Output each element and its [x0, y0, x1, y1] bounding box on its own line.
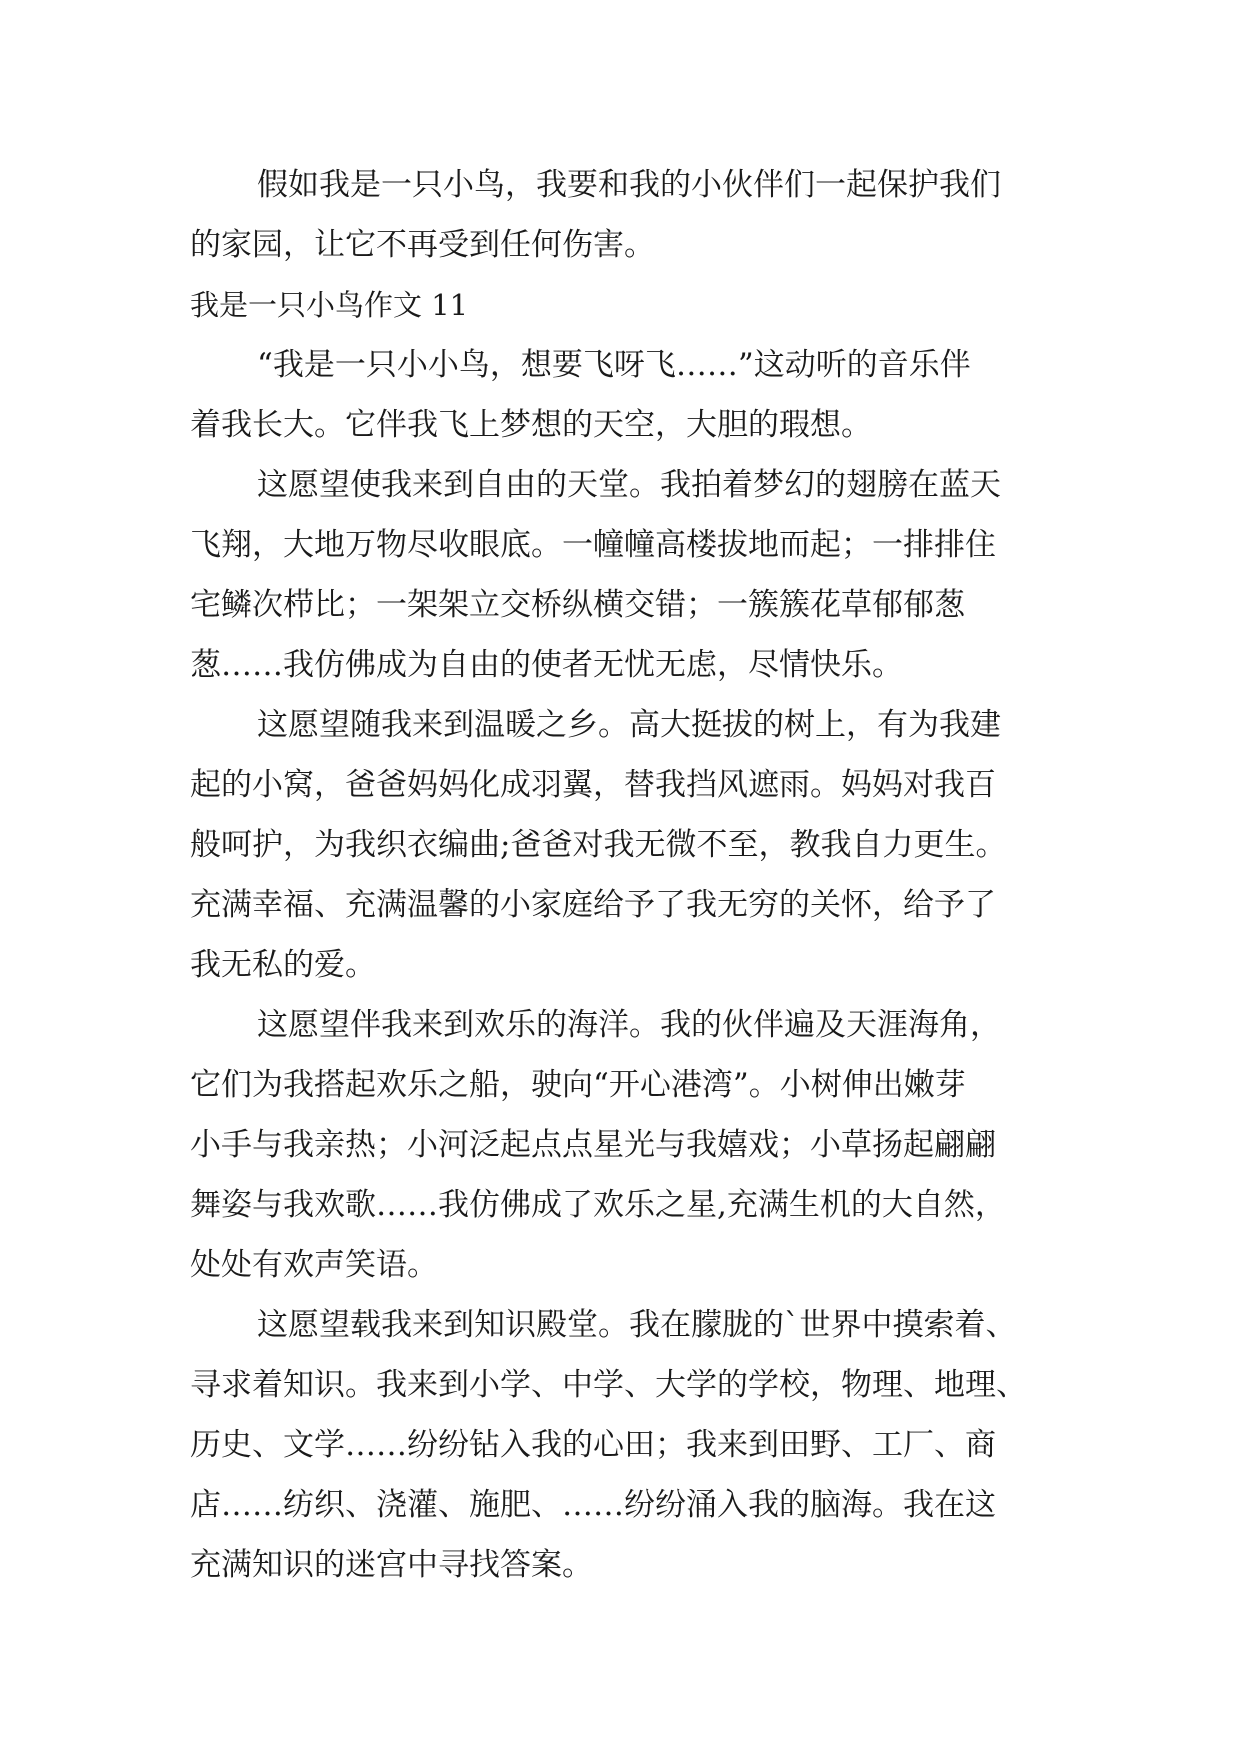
text-line: 葱……我仿佛成为自由的使者无忧无虑，尽情快乐。 — [190, 647, 903, 683]
text-line: 的家园，让它不再受到任何伤害。 — [190, 227, 655, 263]
text-line: 这愿望随我来到温暖之乡。高大挺拔的树上，有为我建 — [257, 707, 1001, 743]
text-line: 我无私的爱。 — [190, 947, 376, 983]
text-line: 舞姿与我欢歌……我仿佛成了欢乐之星,充满生机的大自然， — [190, 1187, 1006, 1223]
text-line: 着我长大。它伴我飞上梦想的天空，大胆的瑕想。 — [190, 407, 872, 443]
text-line: 宅鳞次栉比；一架架立交桥纵横交错；一簇簇花草郁郁葱 — [190, 587, 965, 623]
text-line: 它们为我搭起欢乐之船，驶向“开心港湾”。小树伸出嫩芽 — [190, 1067, 966, 1103]
text-line: 假如我是一只小鸟，我要和我的小伙伴们一起保护我们 — [257, 167, 1001, 203]
text-line: 充满幸福、充满温馨的小家庭给予了我无穷的关怀，给予了 — [190, 887, 996, 923]
essay-heading: 我是一只小鸟作文 11 — [190, 288, 469, 322]
text-line: 这愿望伴我来到欢乐的海洋。我的伙伴遍及天涯海角， — [257, 1007, 1001, 1043]
text-line: 店……纺织、浇灌、施肥、……纷纷涌入我的脑海。我在这 — [190, 1487, 996, 1523]
text-line: 飞翔，大地万物尽收眼底。一幢幢高楼拔地而起；一排排住 — [190, 527, 996, 563]
text-line: 这愿望载我来到知识殿堂。我在朦胧的`世界中摸索着、 — [257, 1307, 1017, 1343]
text-line: 充满知识的迷宫中寻找答案。 — [190, 1547, 593, 1583]
text-line: 历史、文学……纷纷钻入我的心田；我来到田野、工厂、商 — [190, 1427, 996, 1463]
text-line: 般呵护，为我织衣编曲;爸爸对我无微不至，教我自力更生。 — [190, 827, 1007, 863]
text-line: 小手与我亲热；小河泛起点点星光与我嬉戏；小草扬起翩翩 — [190, 1127, 996, 1163]
text-line: 处处有欢声笑语。 — [190, 1247, 438, 1283]
text-line: “我是一只小小鸟，想要飞呀飞……”这动听的音乐伴 — [257, 347, 971, 383]
text-line: 起的小窝，爸爸妈妈化成羽翼，替我挡风遮雨。妈妈对我百 — [190, 767, 996, 803]
text-line: 这愿望使我来到自由的天堂。我拍着梦幻的翅膀在蓝天 — [257, 467, 1001, 503]
text-line: 寻求着知识。我来到小学、中学、大学的学校，物理、地理、 — [190, 1367, 1027, 1403]
